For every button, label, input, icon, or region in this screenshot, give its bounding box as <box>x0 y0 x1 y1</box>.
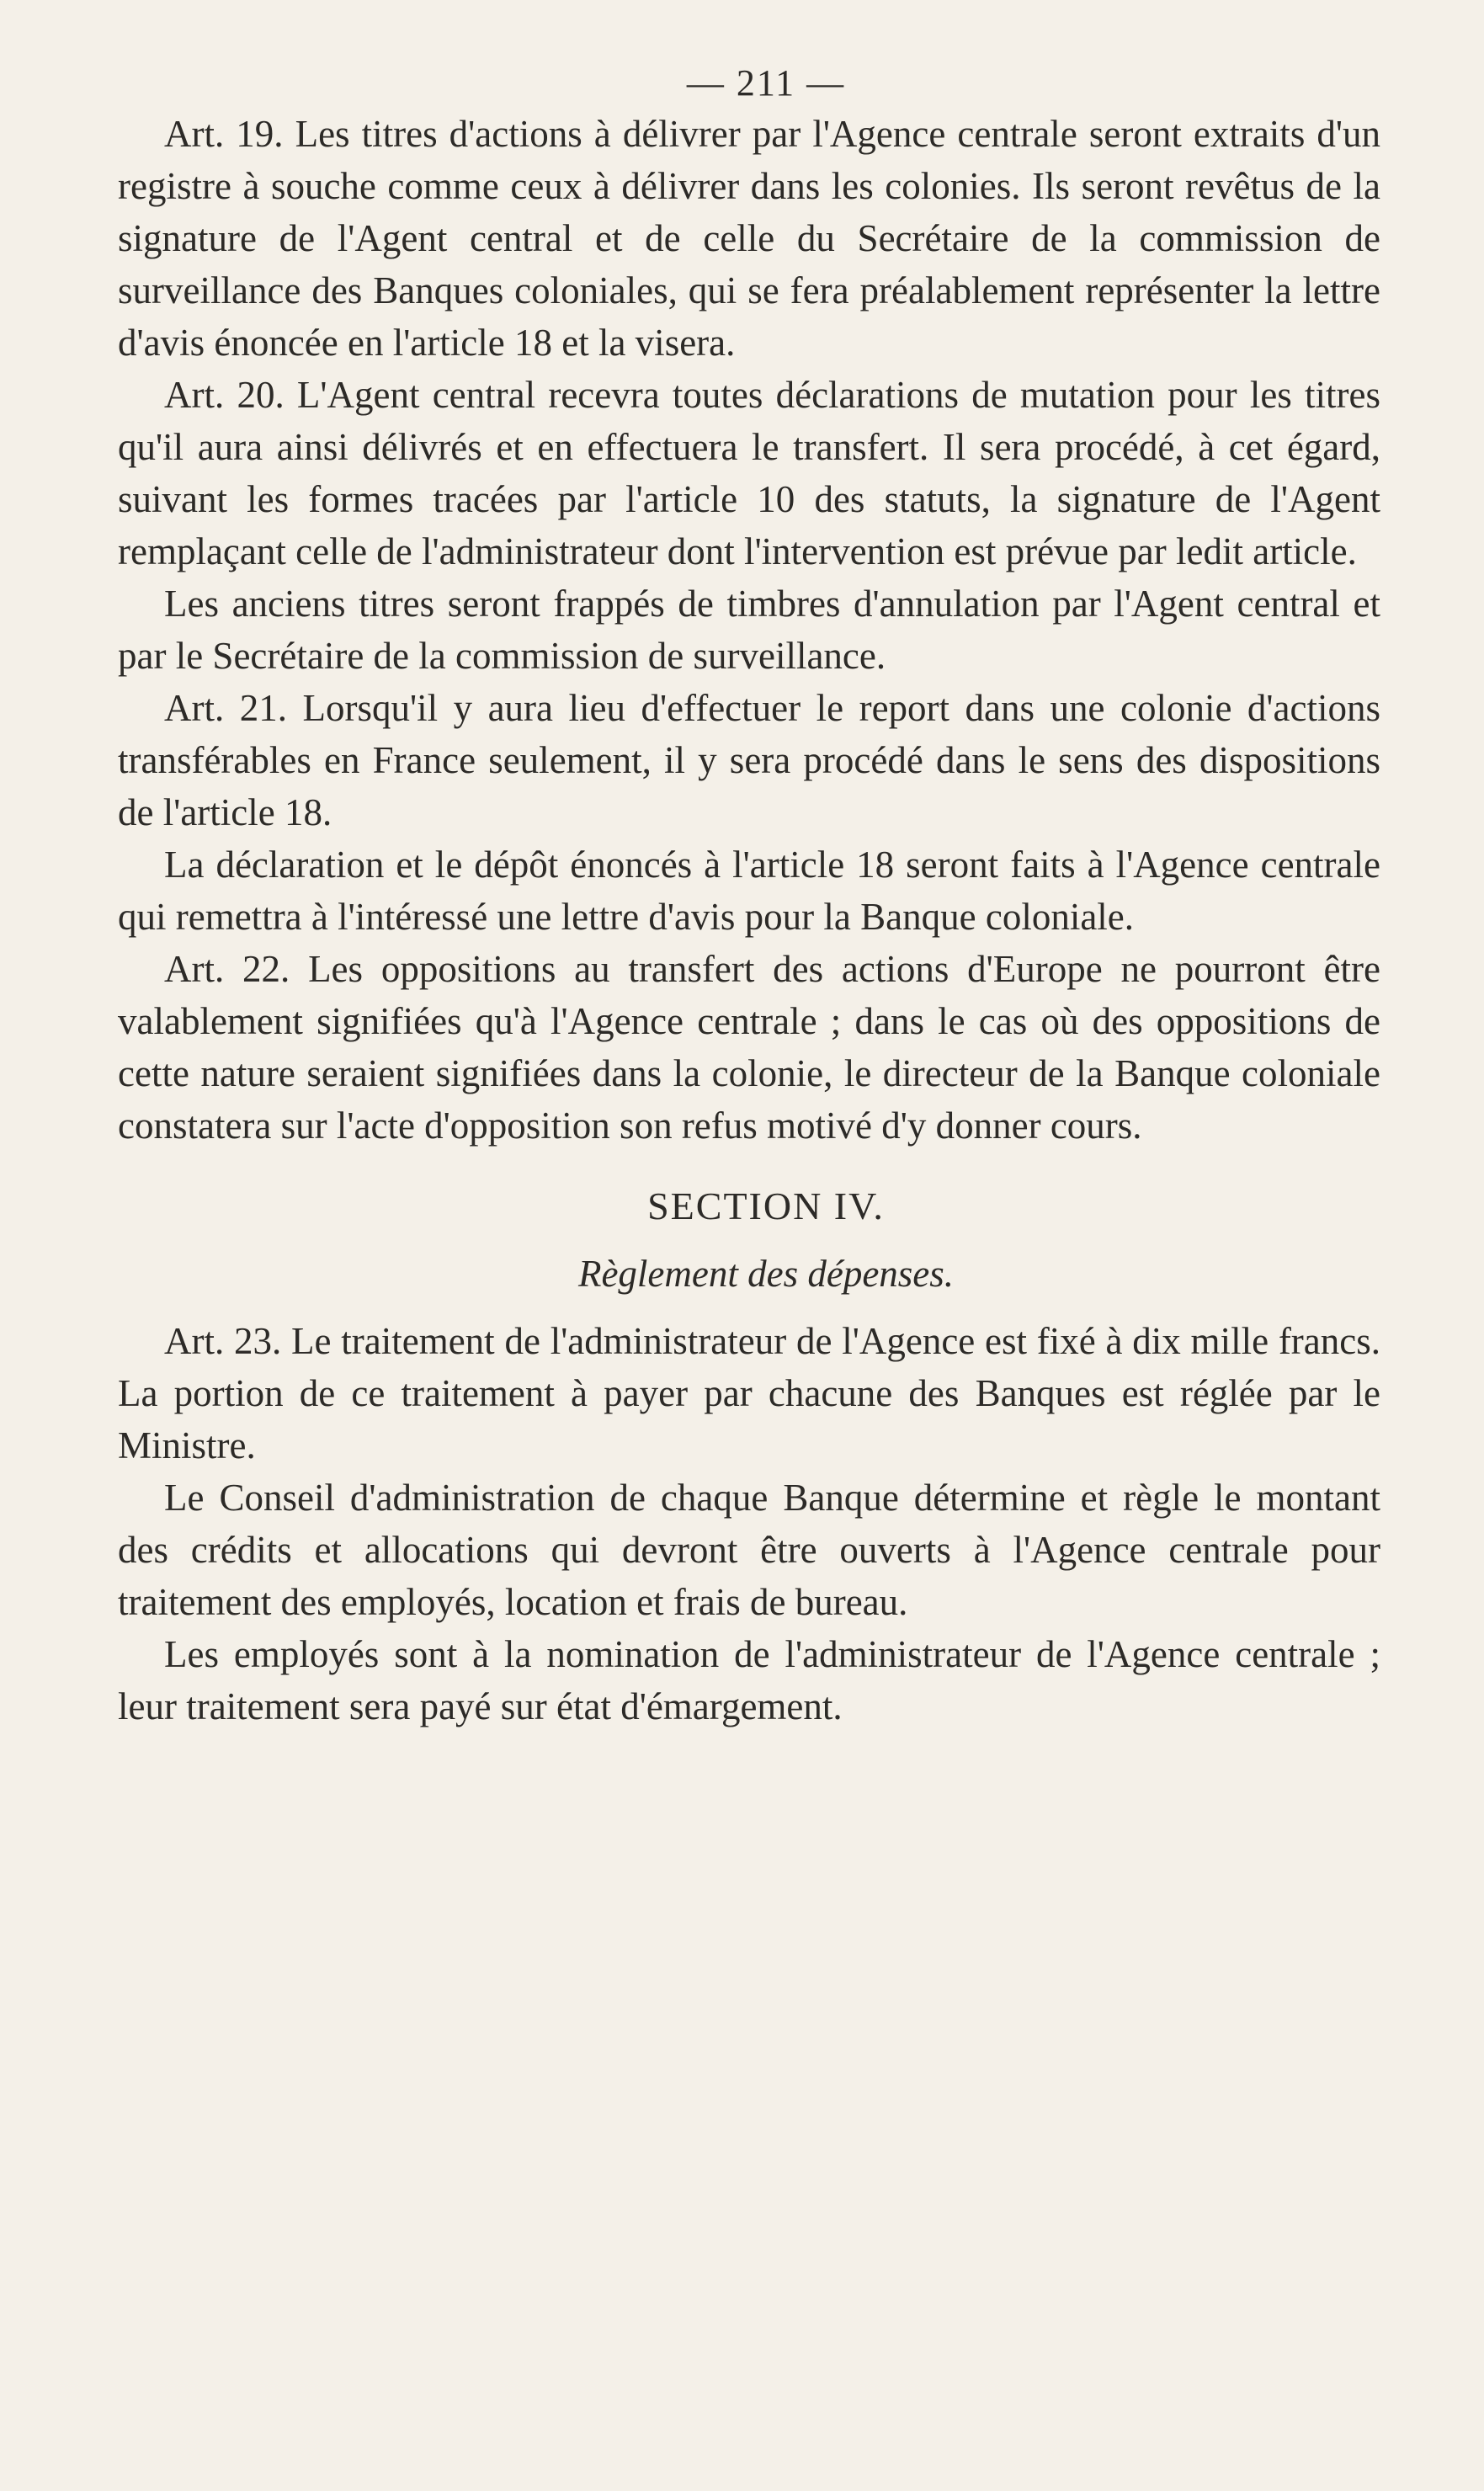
article-20-paragraph: Art. 20. L'Agent central recevra toutes déclarations de mutation pour les titres qu'il aura ainsi délivrés et en effectuera le transfert. Il sera procédé, à cet égard, suivant les formes tracées par l'article 10 des statuts, la signature de l'Agent remplaçant celle de l'administrateur dont l'intervention est prévue par ledit article. <box>118 374 1380 572</box>
section-subtitle: Règlement des dépenses. <box>577 1253 955 1295</box>
page-text-block <box>118 59 1380 1733</box>
page-number: — 211 — <box>686 62 846 104</box>
article-19-paragraph: Art. 19. Les titres d'actions à délivrer par l'Agence centrale seront extraits d'un registre à souche comme ceux à délivrer dans les colonies. Ils seront revêtus de la signature de l'Agent central et de celle du Secrétaire de la commission de surveillance des Banques coloniales, qui se fera préalablement représenter la lettre d'avis énoncée en l'article 18 et la visera. <box>118 113 1380 364</box>
article-22-paragraph: Art. 22. Les oppositions au transfert des actions d'Europe ne pourront être valablement signifiées qu'à l'Agence centrale ; dans le cas où des oppositions de cette nature seraient signifiées dans la colonie, le directeur de la Banque coloniale constatera sur l'acte d'opposition son refus motivé d'y donner cours. <box>118 948 1380 1147</box>
conseil-paragraph: Le Conseil d'administration de chaque Banque détermine et règle le montant des crédits et allocations qui devront être ouverts à l'Agence centrale pour traitement des employés, location et frais de bureau. <box>118 1477 1380 1623</box>
declaration-paragraph: La déclaration et le dépôt énoncés à l'article 18 seront faits à l'Agence centrale qui remettra à l'intéressé une lettre d'avis pour la Banque coloniale. <box>118 844 1380 938</box>
article-23-paragraph: Art. 23. Le traitement de l'administrateur de l'Agence est fixé à dix mille francs. La portion de ce traitement à payer par chacune des Banques est réglée par le Ministre. <box>118 1320 1380 1466</box>
employes-paragraph: Les employés sont à la nomination de l'administrateur de l'Agence centrale ; leur traitement sera payé sur état d'émargement. <box>118 1633 1380 1727</box>
section-heading: SECTION IV. <box>647 1184 885 1227</box>
article-21-paragraph: Art. 21. Lorsqu'il y aura lieu d'effectuer le report dans une colonie d'actions transférables en France seulement, il y sera procédé dans le sens des dispositions de l'article 18. <box>118 687 1380 833</box>
annulation-paragraph: Les anciens titres seront frappés de timbres d'annulation par l'Agent central et par le Secrétaire de la commission de surveillance. <box>118 583 1380 677</box>
